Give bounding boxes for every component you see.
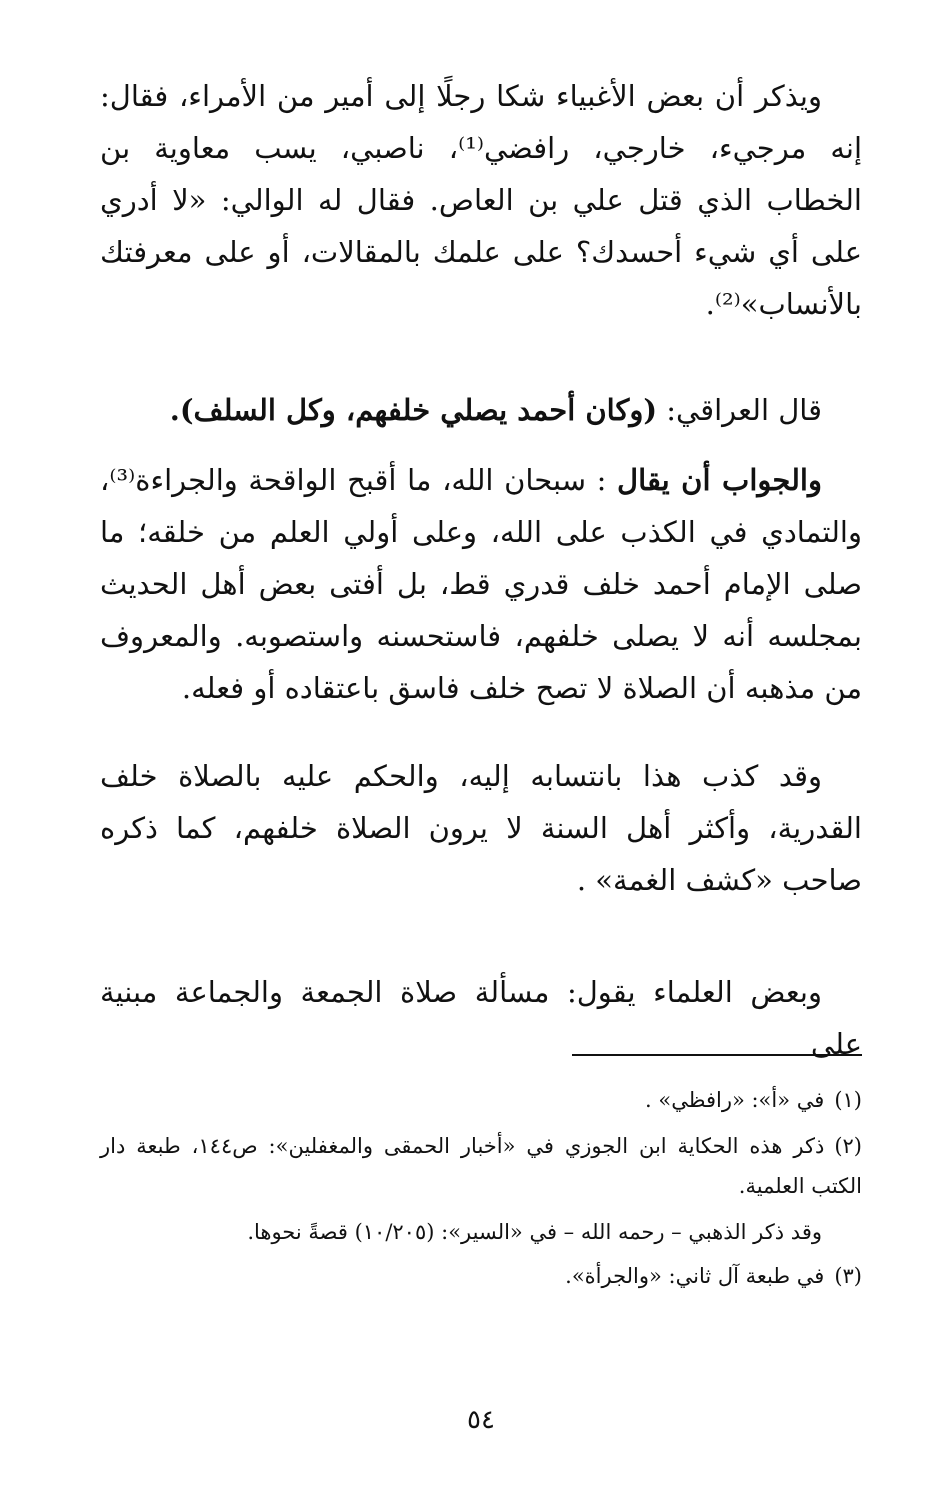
footnote-divider [572,1054,862,1056]
footnote-number: (٣) [834,1264,862,1288]
footnote-number: (٢) [834,1134,862,1158]
paragraph-iraqi-quote [100,384,862,436]
paragraph-scholars: وبعض العلماء يقول: مسألة صلاة الجمعة والجماعة مبنية على [100,975,862,1061]
answer-lead: والجواب أن يقال [617,463,822,497]
paragraph-lie: وقد كذب هذا بانتسابه إليه، والحكم عليه بالصلاة خلف القدرية، وأكثر أهل السنة لا يرون الصلاة خلفهم، كما ذكره صاحب «كشف الغمة» . [100,759,862,897]
paragraph-anecdote: ويذكر أن بعض الأغبياء شكا رجلًا إلى أمير من الأمراء، فقال: إنه مرجيء، خارجي، رافضي⁽¹⁾، ناصبي، يسب معاوية بن الخطاب الذي قتل علي بن العاص. فقال له الوالي: «لا أدري على أي شيء أحسدك؟ على علمك بالمقالات، أو على معرفتك بالأنساب»⁽²⁾. [100,79,863,321]
footnotes [100,1080,862,1302]
quote-intro: قال العراقي: [657,393,822,427]
footnote-number: (١) [834,1088,862,1112]
book-page [100,70,862,1450]
paragraph-answer [100,454,862,714]
footnote-2 [100,1126,862,1206]
footnote-3 [100,1256,862,1296]
footnote-text: في طبعة آل ثاني: «والجرأة». [565,1264,825,1288]
footnote-1 [100,1080,862,1120]
footnote-text: ذكر هذه الحكاية ابن الجوزي في «أخبار الحمقى والمغفلين»: ص١٤٤، طبعة دار الكتب العلمية. [100,1134,862,1198]
quote-bold: (وكان أحمد يصلي خلفهم، وكل السلف). [169,393,658,427]
page-number: ٥٤ [467,1405,495,1435]
footnote-text: في «أ»: «رافظي» . [645,1088,825,1112]
answer-body: : سبحان الله، ما أقبح الواقحة والجراءة⁽³⁾، والتمادي في الكذب على الله، وعلى أولي العلم من خلقه؛ ما صلى الإمام أحمد خلف قدري قط، بل أفتى بعض أهل الحديث بمجلسه أنه لا يصلى خلفهم، فاستحسنه واستصوبه. والمعروف من مذهبه أن الصلاة لا تصح خلف فاسق باعتقاده أو فعله. [100,463,862,705]
footnote-2-continuation: وقد ذكر الذهبي – رحمه الله – في «السير»: (١٠/٢٠٥) قصةً نحوها. [247,1220,822,1244]
